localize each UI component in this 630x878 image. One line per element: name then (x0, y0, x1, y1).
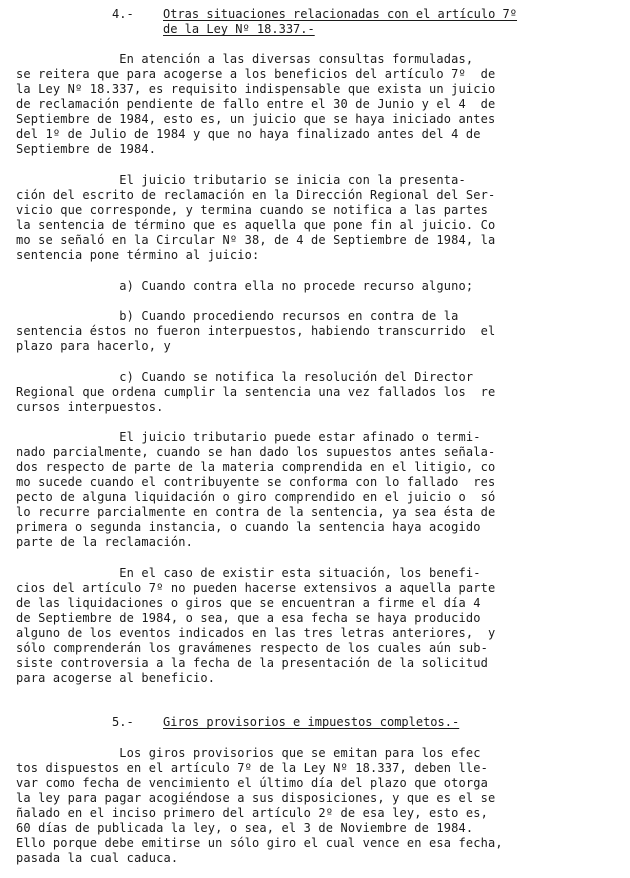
text-line: vicio que corresponde, y termina cuando se notifica a las partes (16, 203, 488, 217)
text-line: El juicio tributario se inicia con la presenta- (16, 173, 466, 187)
text-line: sentencia pone término al juicio: (16, 248, 260, 262)
section-4-number: 4.- (112, 7, 134, 21)
text-line: ción del escrito de reclamación en la Dirección Regional del Ser- (16, 188, 496, 202)
text-line: plazo para hacerlo, y (16, 339, 171, 353)
text-line: se reitera que para acogerse a los beneficios del artículo 7º de (16, 67, 496, 81)
text-line: El juicio tributario puede estar afinado o termi- (16, 430, 481, 444)
text-line: alguno de los eventos indicados en las tres letras anteriores, y (16, 626, 496, 640)
text-line: Regional que ordena cumplir la sentencia una vez fallados los re (16, 385, 496, 399)
text-line: 60 días de publicada la ley, o sea, el 3 de Noviembre de 1984. (16, 821, 474, 835)
text-line: la Ley Nº 18.337, es requisito indispensable que exista un juicio (16, 82, 496, 96)
text-line: de reclamación pendiente de fallo entre el 30 de Junio y el 4 de (16, 97, 496, 111)
text-line: Los giros provisorios que se emitan para los efec (16, 746, 481, 760)
text-line: sólo comprenderán los gravámenes respecto de los cuales aún sub- (16, 641, 488, 655)
text-line: siste controversia a la fecha de la presentación de la solicitud (16, 656, 488, 670)
text-line: pecto de alguna liquidación o giro comprendido en el juicio o só (16, 490, 496, 504)
text-line: mo se señaló en la Circular Nº 38, de 4 de Septiembre de 1984, la (16, 233, 496, 247)
section-4-title-line-1: Otras situaciones relacionadas con el artículo 7º (163, 7, 518, 21)
text-line: pasada la cual caduca. (16, 851, 179, 865)
text-line: mo sucede cuando el contribuyente se conforma con lo fallado res (16, 475, 496, 489)
text-line: para acogerse al beneficio. (16, 671, 216, 685)
text-line: de las liquidaciones o giros que se encuentran a firme el día 4 (16, 596, 481, 610)
text-line: la ley para pagar acogiéndose a sus disposiciones, y que es el se (16, 791, 496, 805)
section-5-title: Giros provisorios e impuestos completos.- (163, 715, 460, 729)
section-4-title-line-2: de la Ley Nº 18.337.- (163, 22, 315, 36)
section-5-number: 5.- (112, 715, 134, 729)
text-line: var como fecha de vencimiento el último día del plazo que otorga (16, 776, 488, 790)
text-line: cursos interpuestos. (16, 400, 164, 414)
text-line: b) Cuando procediendo recursos en contra de la (16, 309, 459, 323)
text-line: sentencia éstos no fueron interpuestos, habiendo transcurrido el (16, 324, 496, 338)
text-line: tos dispuestos en el artículo 7º de la Ley Nº 18.337, deben lle- (16, 761, 488, 775)
text-line: primera o segunda instancia, o cuando la sentencia haya acogido (16, 520, 481, 534)
text-line: de Septiembre de 1984, o sea, que a esa fecha se haya producido (16, 611, 481, 625)
text-line: ñalado en el inciso primero del artículo 2º de esa ley, esto es, (16, 806, 488, 820)
text-line: En el caso de existir esta situación, los benefi- (16, 566, 481, 580)
text-line: nado parcialmente, cuando se han dado los supuestos antes señala- (16, 445, 496, 459)
text-line: En atención a las diversas consultas formuladas, (16, 52, 474, 66)
text-line: lo recurre parcialmente en contra de la sentencia, ya sea ésta de (16, 505, 496, 519)
text-line: Septiembre de 1984. (16, 142, 157, 156)
text-line: Ello porque debe emitirse un sólo giro el cual vence en esa fecha, (16, 836, 503, 850)
text-line: a) Cuando contra ella no procede recurso alguno; (16, 279, 474, 293)
text-line: parte de la reclamación. (16, 535, 193, 549)
text-line: dos respecto de parte de la materia comprendida en el litigio, co (16, 460, 496, 474)
text-line: c) Cuando se notifica la resolución del Director (16, 370, 474, 384)
text-line: del 1º de Julio de 1984 y que no haya finalizado antes del 4 de (16, 127, 481, 141)
text-line: cios del artículo 7º no pueden hacerse extensivos a aquella parte (16, 581, 496, 595)
text-line: Septiembre de 1984, esto es, un juicio que se haya iniciado antes (16, 112, 496, 126)
text-line: la sentencia de término que es aquella que pone fin al juicio. Co (16, 218, 496, 232)
